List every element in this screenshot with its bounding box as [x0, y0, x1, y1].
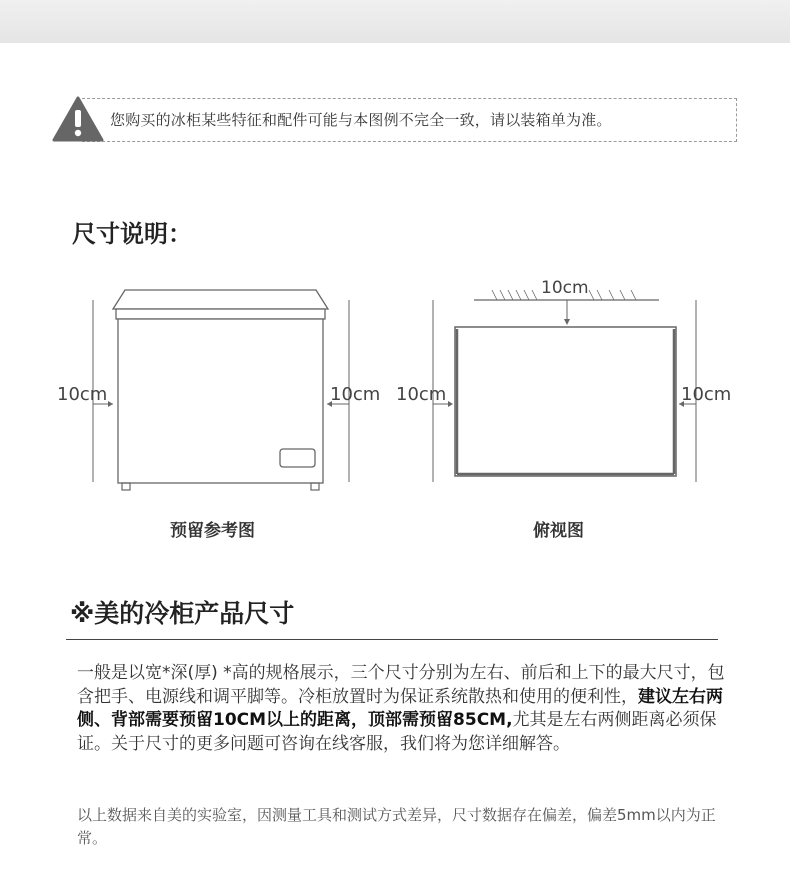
front-left-clearance: 10cm [57, 384, 108, 405]
product-size-title: ※美的冷柜产品尺寸 [70, 599, 295, 628]
notice-banner [52, 96, 738, 142]
size-description-part2: 尤其是左右两侧距离必须保证。关于尺寸的更多问题可咨询在线客服，我们将为您详细解答。 [77, 710, 717, 754]
top-view-top-clearance: 10cm [541, 278, 589, 298]
tolerance-note: 以上数据来自美的实验室，因测量工具和测试方式差异，尺寸数据存在偏差，偏差5mm以内为正常。 [77, 806, 716, 847]
size-description-part1: 一般是以宽*深(厚) *高的规格展示，三个尺寸分别为左右、前后和上下的最大尺寸，包含把手、电源线和调平脚等。冷柜放置时为保证系统散热和使用的便利性， [77, 663, 725, 707]
notice-text: 您购买的冰柜某些特征和配件可能与本图例不完全一致，请以装箱单为准。 [110, 111, 612, 129]
top-view-left-clearance: 10cm [396, 384, 447, 405]
dimensions-diagram [0, 270, 790, 514]
top-view-right-clearance: 10cm [681, 384, 732, 405]
top-band [0, 0, 790, 43]
dimensions-title: 尺寸说明： [72, 220, 192, 248]
top-view-caption: 俯视图 [533, 521, 584, 541]
size-description [77, 662, 737, 756]
clearance-requirement: 建议左右两侧、背部需要预留10CM以上的距离，顶部需预留85CM, [77, 686, 723, 730]
top-view [433, 290, 696, 482]
diagram-svg [0, 270, 790, 510]
warning-icon [52, 96, 104, 142]
front-right-clearance: 10cm [330, 384, 381, 405]
section-divider [66, 639, 718, 640]
front-view-caption: 预留参考图 [170, 521, 255, 541]
front-view [93, 290, 349, 490]
